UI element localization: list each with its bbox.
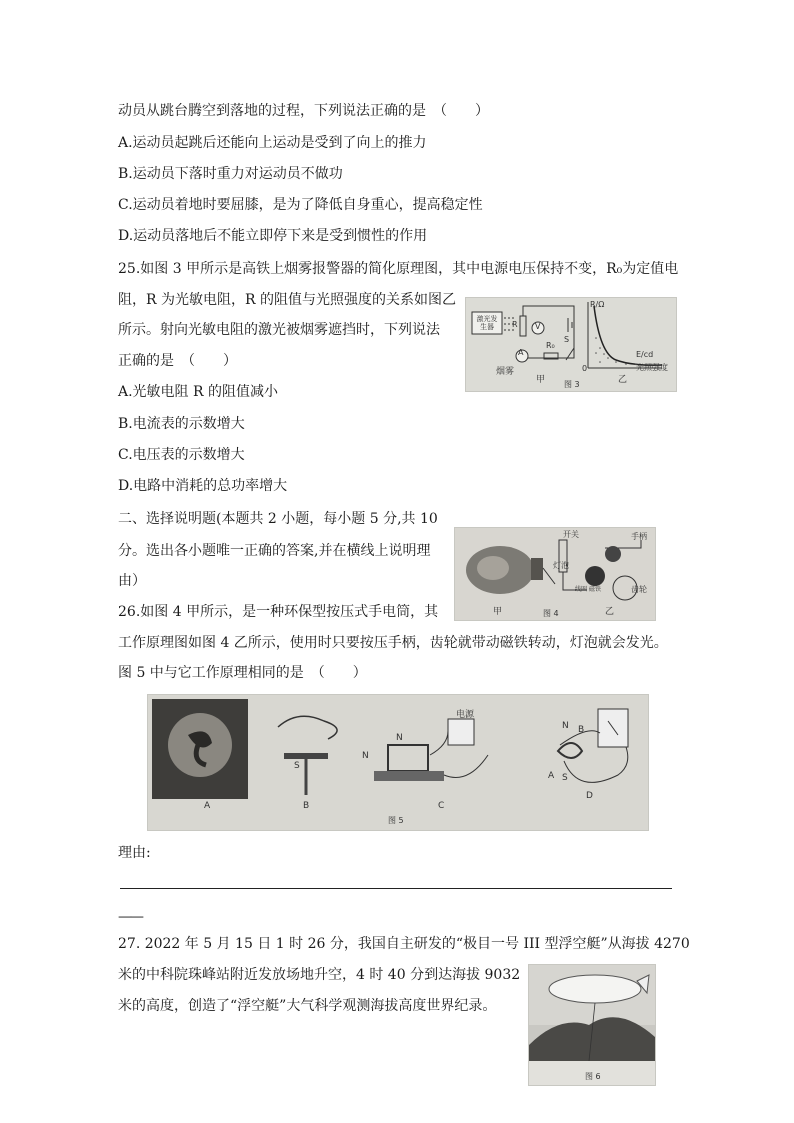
q25-option-d: D.电路中消耗的总功率增大 [118,478,288,494]
q26-stem-line1: 26.如图 4 甲所示，是一种环保型按压式手电筒，其 [118,604,439,620]
figure-6-drawing [529,965,655,1085]
fig5-label-b: B [303,801,310,811]
ammeter-label: A [518,348,524,357]
laser-label: 激光发生器 [476,315,498,331]
q27-line3: 米的高度，创造了“浮空艇”大气科学观测海拔高度世界纪录。 [118,998,497,1014]
gear-label: 齿轮 [631,585,647,594]
reason-answer-line[interactable] [120,888,672,889]
figure-3-drawing [466,298,676,391]
section2-heading-line2: 分。选出各小题唯一正确的答案,并在横线上说明理 [118,543,431,559]
figure-4 [454,527,656,621]
q25-option-a: A.光敏电阻 R 的阻值减小 [118,384,279,400]
fig5-d-north: N [562,721,569,731]
resistor-r [520,316,526,336]
fig5-d-b: B [578,725,585,735]
q25-stem-line2: 阻，R 为光敏电阻，R 的阻值与光照强度的关系如图乙 [118,292,456,308]
r0-label: R₀ [546,341,555,350]
fig5-label-d: D [586,791,593,801]
fig5-power-label: 电源 [456,710,475,720]
panel-b-bar [284,753,328,759]
r-axis-label: R/Ω [590,300,605,309]
fig3-label-jia: 甲 [536,375,546,385]
q24-option-a: A.运动员起跳后还能向上运动是受到了向上的推力 [118,135,427,151]
airship-shape [549,975,641,1003]
q24-option-c: C.运动员着地时要屈膝，是为了降低自身重心，提高稳定性 [118,197,483,213]
q25-option-b: B.电流表的示数增大 [118,416,245,432]
fig3-label-yi: 乙 [618,375,628,385]
q27-line2: 米的中科院珠峰站附近发放场地升空，4 时 40 分到达海拔 9032 [118,967,521,983]
fig5-d-a: A [548,771,555,781]
panel-c-power [448,719,474,745]
reason-label: 理由: [118,845,151,861]
switch-label-fig4: 开关 [563,530,579,539]
fig5-label-a: A [204,801,211,811]
q25-stem-line4: 正确的是 （ ） [118,353,237,369]
q24-stem: 动员从跳台腾空到落地的过程，下列说法正确的是 （ ） [118,103,489,119]
fig3-caption: 图 3 [564,380,580,389]
fig4-caption: 图 4 [543,609,559,618]
section2-heading-line1: 二、选择说明题(本题共 2 小题，每小题 5 分,共 10 [118,511,438,527]
q25-stem-line3: 所示。射向光敏电阻的激光被烟雾遮挡时，下列说法 [118,322,440,338]
q25-stem-line1: 25.如图 3 甲所示是高铁上烟雾报警器的简化原理图，其中电源电压保持不变，R₀为定值电 [118,261,679,277]
voltmeter-label: V [535,322,541,331]
fig4-label-jia: 甲 [493,607,503,617]
coil-label: 线圈 [575,586,588,593]
q26-stem-line2: 工作原理图如图 4 乙所示，使用时只要按压手柄，齿轮就带动磁铁转动，灯泡就会发光。 [118,635,668,651]
q27-line1: 27. 2022 年 5 月 15 日 1 时 26 分，我国自主研发的“极目一号 III 型浮空艇”从海拔 4270 [118,936,690,952]
figure-6 [528,964,656,1086]
fig5-b-south: S [294,761,300,771]
fig6-caption: 图 6 [585,1072,601,1081]
panel-b-wire [278,716,337,739]
q24-option-d: D.运动员落地后不能立即停下来是受到惯性的作用 [118,228,428,244]
fig5-label-c: C [438,801,445,811]
q25-option-c: C.电压表的示数增大 [118,447,245,463]
figure-4-drawing [455,528,655,620]
fig4-label-yi: 乙 [605,607,615,617]
e-axis-label: E/cd [636,350,654,359]
figure-5-drawing [148,695,648,830]
section2-heading-line3: 由） [118,573,146,589]
figure-3 [465,297,677,392]
smoke-label: 烟雾 [496,367,515,377]
reason-line-tail: —— [118,909,142,925]
figure-5 [147,694,649,831]
origin-label: 0 [582,364,588,373]
bulb-label: 灯泡 [553,561,569,570]
switch-label: S [564,335,570,344]
q24-option-b: B.运动员下落时重力对运动员不做功 [118,166,343,182]
magnet-label: 磁铁 [589,586,602,593]
fig5-d-south: S [562,773,568,783]
light-label: 光照强度 [636,363,668,372]
fig5-b-north: N [362,751,369,761]
fig5-caption: 图 5 [388,816,404,825]
panel-c-magnet [388,745,428,771]
q26-stem-line3: 图 5 中与它工作原理相同的是 （ ） [118,665,367,681]
fig5-c-north: N [396,733,403,743]
magnet-rotor [585,566,605,586]
panel-d-magnet [558,743,582,758]
r-label: R [512,320,518,329]
handle-label: 手柄 [631,532,647,541]
